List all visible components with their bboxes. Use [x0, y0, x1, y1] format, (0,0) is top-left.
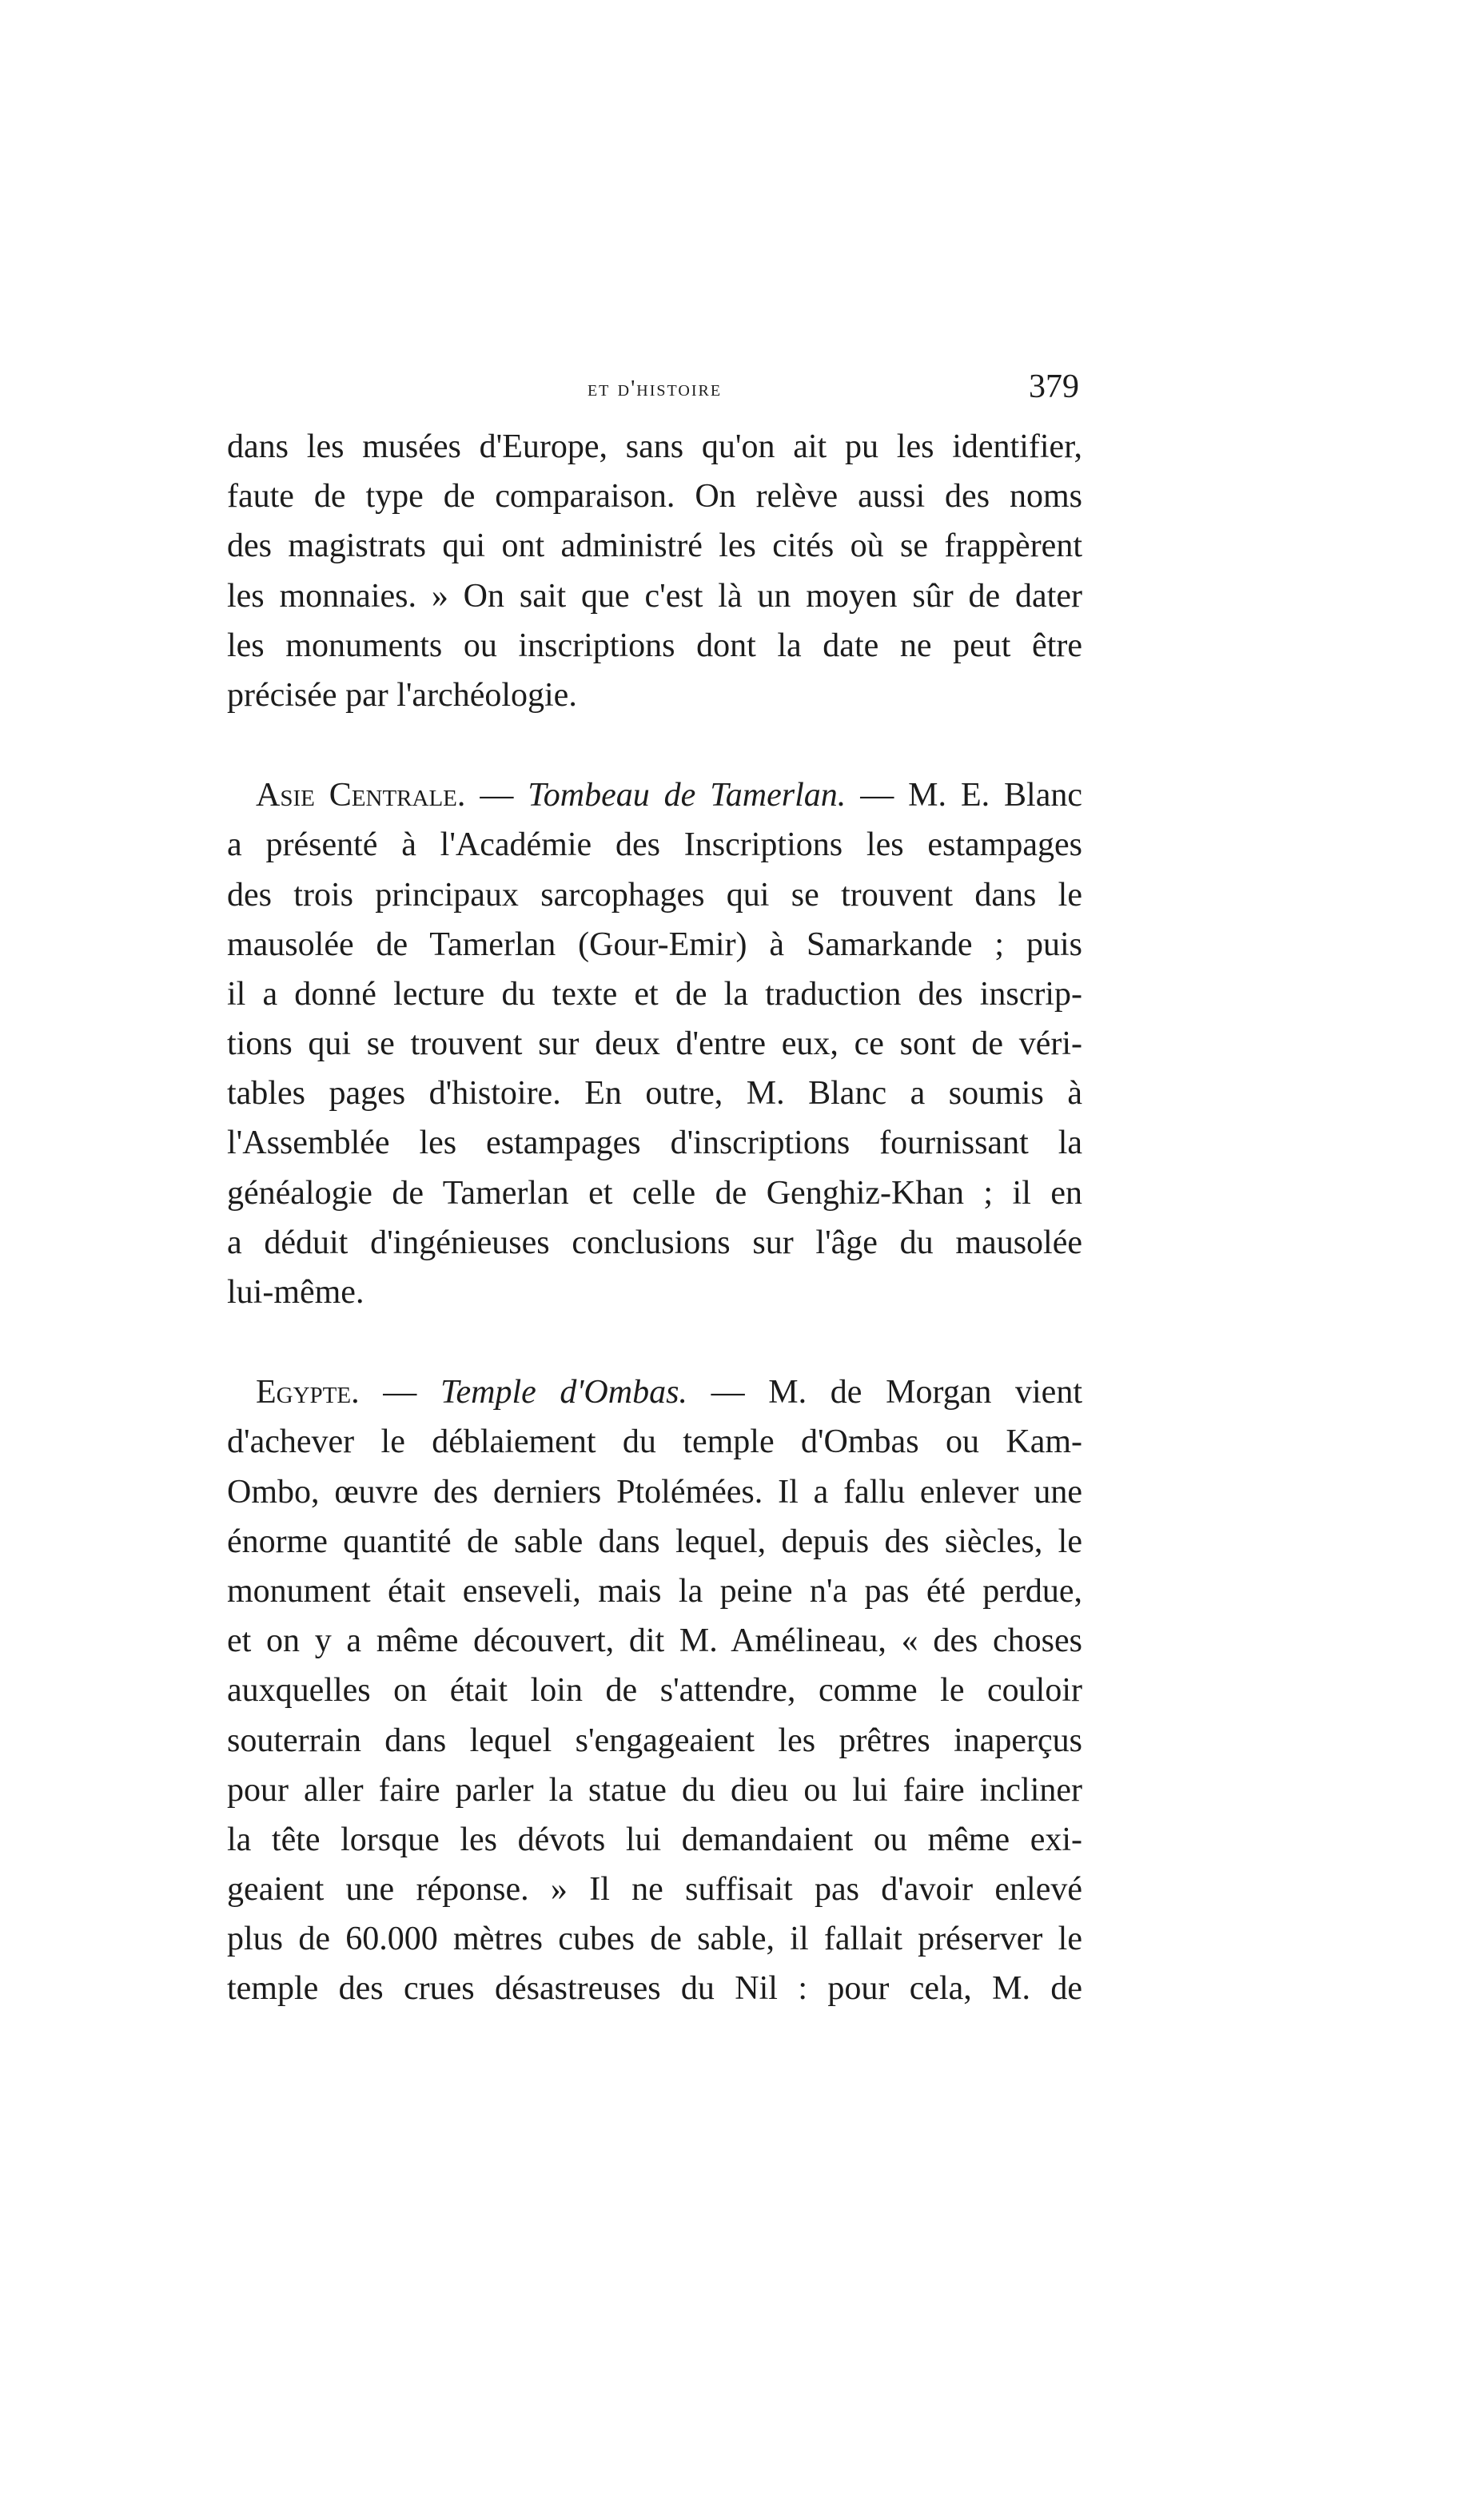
text-line: les monnaies. » On sait que c'est là un moyen sûr de dater — [227, 577, 1082, 615]
page-number: 379 — [1029, 368, 1079, 405]
text-line: d'achever le déblaiement du temple d'Ombas ou Kam- — [227, 1423, 1082, 1461]
paragraph-heading-line — [227, 1367, 1082, 1417]
section-subject: Tombeau de Tamerlan. — [528, 777, 847, 814]
text-line: l'Assemblée les estampages d'inscriptions fournissant la — [227, 1125, 1082, 1162]
paragraph-continuation — [227, 422, 1082, 720]
heading-dash: — — [359, 1374, 440, 1411]
heading-rest: — M. de Morgan vient — [687, 1374, 1082, 1411]
text-line: tions qui se trouvent sur deux d'entre eux, ce sont de véri- — [227, 1025, 1082, 1063]
body-text — [227, 422, 1082, 2014]
heading-rest: — M. E. Blanc — [846, 777, 1083, 814]
text-line: des trois principaux sarcophages qui se trouvent dans le — [227, 876, 1082, 914]
text-line: Ombo, œuvre des derniers Ptolémées. Il a fallu enlever une — [227, 1473, 1082, 1511]
text-line: monument était enseveli, mais la peine n'a pas été perdue, — [227, 1572, 1082, 1610]
text-line: lui-même. — [227, 1274, 364, 1311]
section-region: Asie Centrale. — [256, 777, 466, 814]
text-line: énorme quantité de sable dans lequel, depuis des siècles, le — [227, 1523, 1082, 1560]
text-line: il a donné lecture du texte et de la traduction des inscrip- — [227, 975, 1082, 1013]
text-line: a déduit d'ingénieuses conclusions sur l'âge du mausolée — [227, 1224, 1082, 1261]
text-line: geaient une réponse. » Il ne suffisait pas d'avoir enlevé — [227, 1871, 1082, 1909]
running-head — [227, 366, 1082, 414]
section-subject: Temple d'Ombas. — [440, 1374, 687, 1411]
paragraph-egypte — [227, 1367, 1082, 2013]
text-line: temple des crues désastreuses du Nil : pour cela, M. de — [227, 1970, 1082, 2008]
text-line: a présenté à l'Académie des Inscriptions les estampages — [227, 826, 1082, 864]
running-title: et d'histoire — [587, 376, 723, 401]
text-line: plus de 60.000 mètres cubes de sable, il fallait préserver le — [227, 1921, 1082, 1958]
text-line: mausolée de Tamerlan (Gour-Emir) à Samarkande ; puis — [227, 926, 1082, 963]
text-line: des magistrats qui ont administré les cités où se frappèrent — [227, 527, 1082, 565]
text-line: les monuments ou inscriptions dont la date ne peut être — [227, 627, 1082, 664]
text-line: la tête lorsque les dévots lui demandaient ou même exi- — [227, 1821, 1082, 1858]
text-line: pour aller faire parler la statue du dieu ou lui faire incliner — [227, 1771, 1082, 1809]
text-line: dans les musées d'Europe, sans qu'on ait pu les identifier, — [227, 428, 1082, 465]
text-line: faute de type de comparaison. On relève aussi des noms — [227, 478, 1082, 516]
text-line: généalogie de Tamerlan et celle de Genghiz-Khan ; il en — [227, 1174, 1082, 1212]
section-region: Egypte. — [256, 1374, 360, 1411]
text-line: tables pages d'histoire. En outre, M. Blanc a soumis à — [227, 1075, 1082, 1113]
text-line: et on y a même découvert, dit M. Amélineau, « des choses — [227, 1622, 1082, 1660]
text-line: auxquelles on était loin de s'attendre, comme le couloir — [227, 1672, 1082, 1710]
heading-dash: — — [465, 777, 528, 814]
paragraph-asie-centrale — [227, 770, 1082, 1317]
text-line: souterrain dans lequel s'engageaient les prêtres inaperçus — [227, 1722, 1082, 1759]
text-line: précisée par l'archéologie. — [227, 676, 577, 714]
paragraph-heading-line — [227, 770, 1082, 820]
